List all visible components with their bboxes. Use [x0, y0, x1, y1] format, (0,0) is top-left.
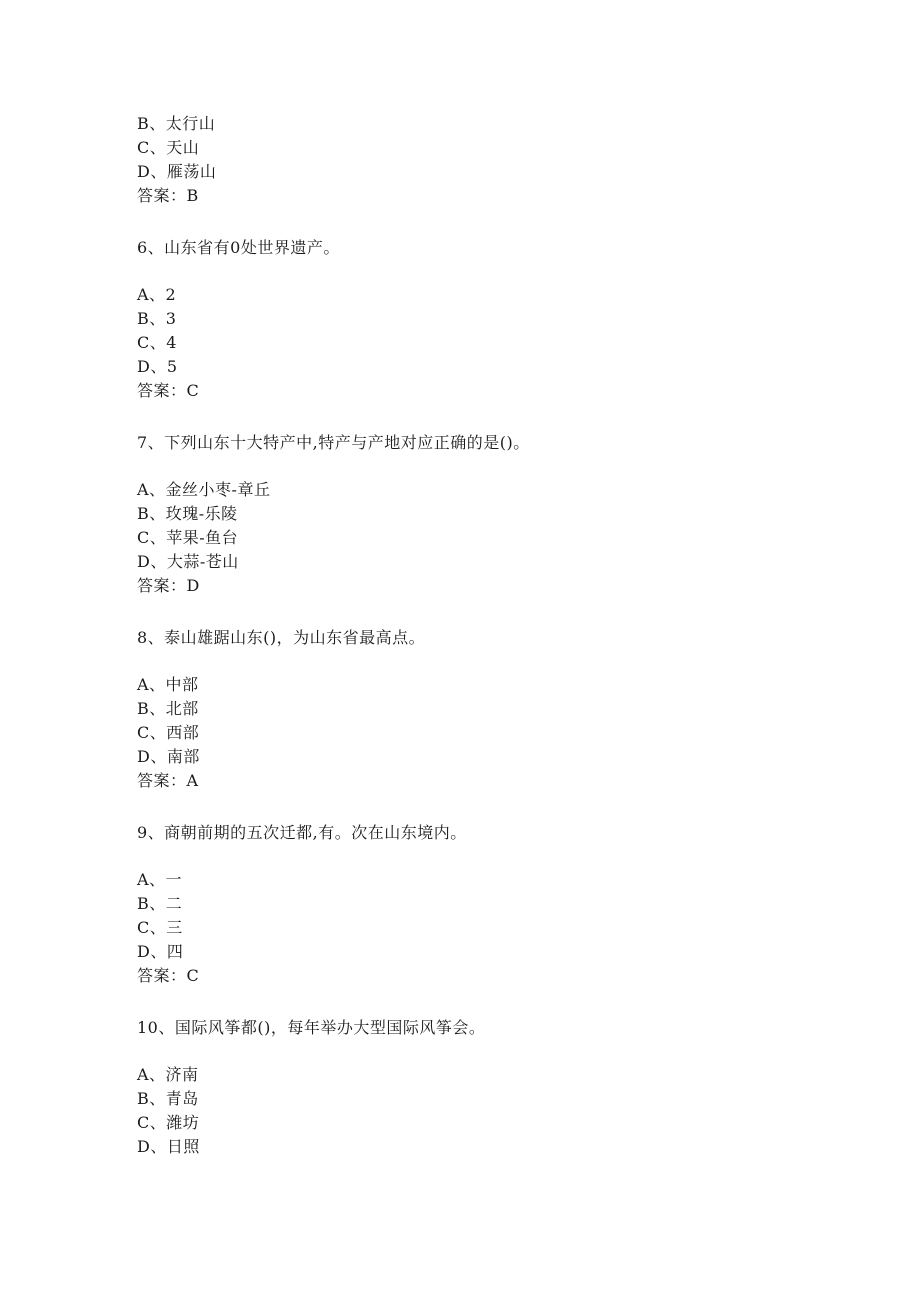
question-text: 6、山东省有0处世界遗产。: [137, 238, 340, 257]
question-text: 9、商朝前期的五次迁都,有。次在山东境内。: [137, 823, 467, 842]
option-line: C、苹果-鱼台: [137, 528, 239, 547]
option-line: D、5: [137, 357, 178, 376]
option-line: A、2: [137, 285, 177, 304]
answer-line: 答案：C: [137, 966, 200, 985]
option-line: C、4: [137, 333, 177, 352]
question-text: 10、国际风筝都()，每年举办大型国际风筝会。: [137, 1018, 486, 1037]
question-text: 8、泰山雄踞山东()，为山东省最高点。: [137, 628, 426, 647]
option-line: B、玫瑰-乐陵: [137, 504, 238, 523]
option-line: D、南部: [137, 747, 200, 766]
answer-line: 答案：D: [137, 576, 200, 595]
option-line: A、一: [137, 870, 183, 889]
option-line: C、西部: [137, 723, 200, 742]
question-text: 7、下列山东十大特产中,特产与产地对应正确的是()。: [137, 433, 530, 452]
option-line: B、青岛: [137, 1089, 199, 1108]
answer-line: 答案：C: [137, 381, 200, 400]
option-line: C、潍坊: [137, 1113, 200, 1132]
option-line: D、大蒜-苍山: [137, 552, 239, 571]
option-line: C、三: [137, 918, 183, 937]
option-line: C、天山: [137, 138, 200, 157]
option-line: B、3: [137, 309, 177, 328]
answer-line: 答案：B: [137, 186, 199, 205]
option-line: A、济南: [137, 1065, 199, 1084]
option-line: A、金丝小枣-章丘: [137, 480, 271, 499]
option-line: A、中部: [137, 675, 199, 694]
option-line: D、雁荡山: [137, 162, 217, 181]
option-line: B、北部: [137, 699, 199, 718]
answer-line: 答案：A: [137, 771, 199, 790]
option-line: D、四: [137, 942, 184, 961]
option-line: D、日照: [137, 1137, 200, 1156]
option-line: B、二: [137, 894, 183, 913]
option-line: B、太行山: [137, 114, 216, 133]
